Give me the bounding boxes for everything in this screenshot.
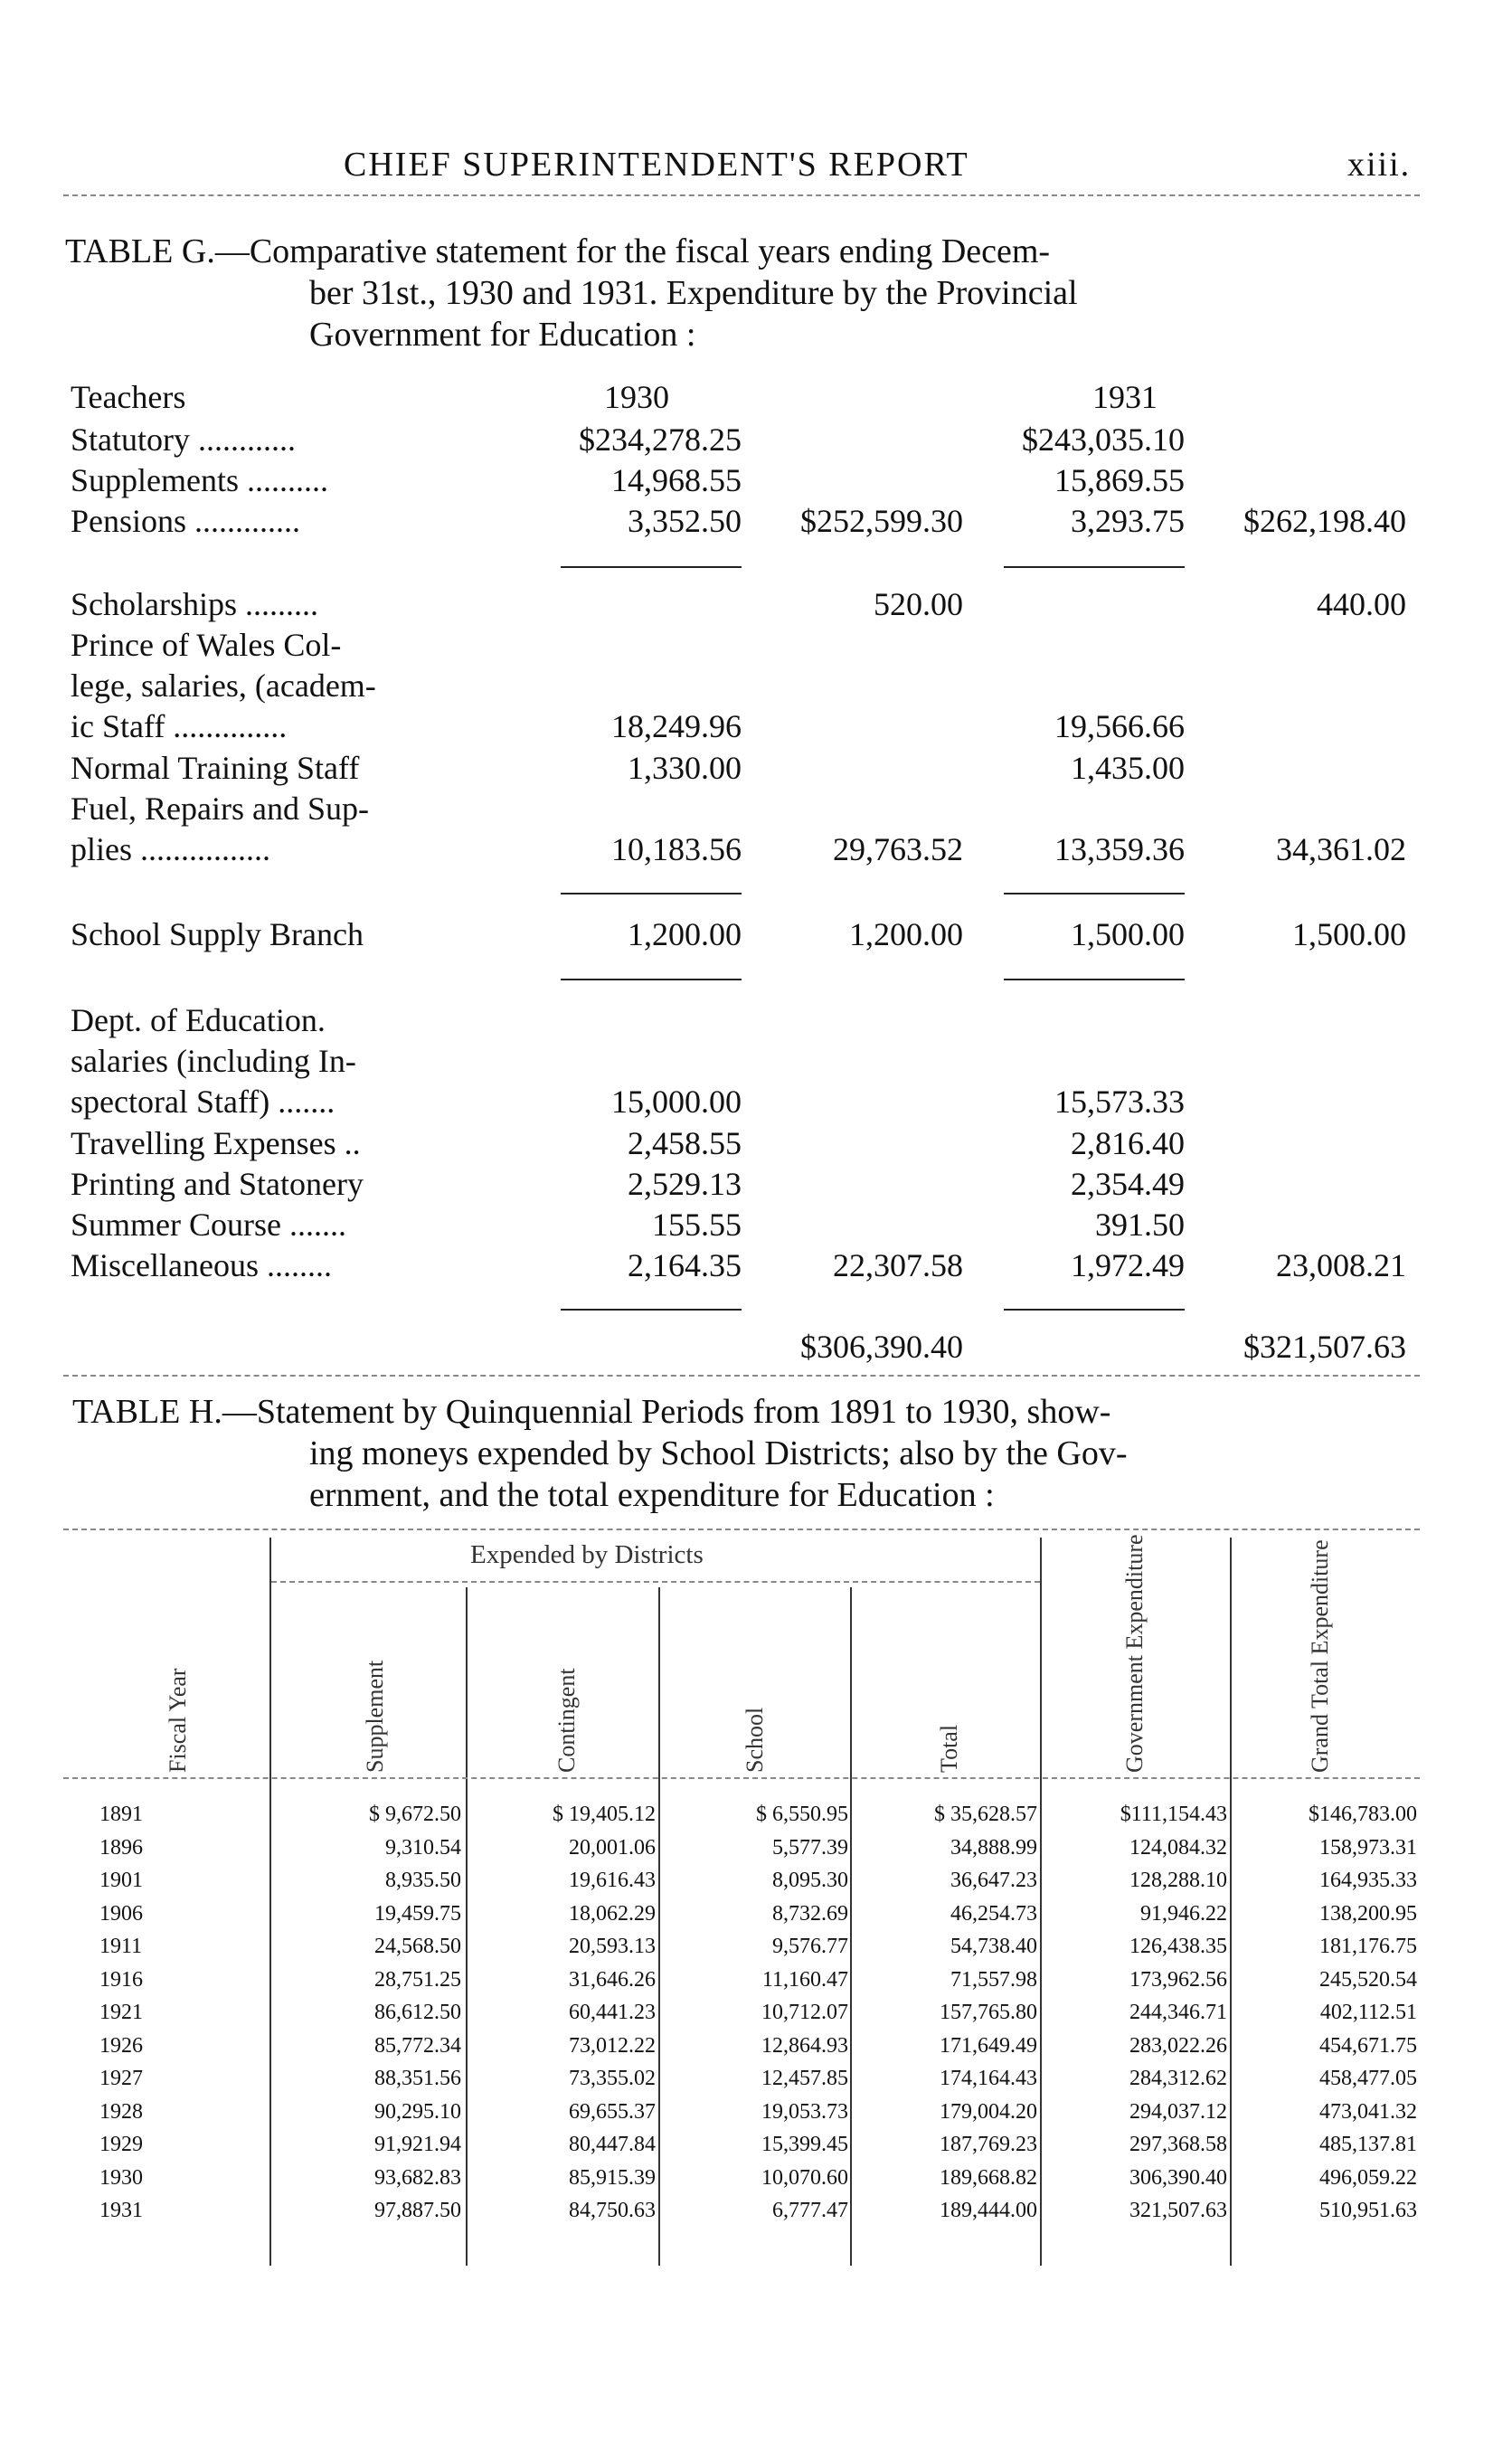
amount-cell: 54,738.40 xyxy=(950,1935,1037,1958)
table-g-row-label: plies ................ xyxy=(71,831,270,867)
amount-cell: 402,112.51 xyxy=(1319,2001,1417,2024)
table-h-caption-2: ing moneys expended by School Districts; also by the Gov- xyxy=(309,1434,1128,1472)
table-g-cell: 2,529.13 xyxy=(628,1166,742,1202)
fiscal-year-cell: 1929 xyxy=(99,2133,143,2156)
table-g-caption-1: TABLE G.—Comparative statement for the fiscal years ending Decem- xyxy=(65,232,1051,270)
table-h-caption-3: ernment, and the total expenditure for Education : xyxy=(309,1476,995,1514)
amount-cell: 85,772.34 xyxy=(374,2034,461,2058)
amount-cell: 85,915.39 xyxy=(569,2166,656,2190)
table-g-cell: 1,200.00 xyxy=(628,916,742,952)
amount-cell: 306,390.40 xyxy=(1129,2166,1227,2190)
amount-cell: 15,399.45 xyxy=(761,2133,848,2156)
table-g-cell: 1,435.00 xyxy=(1071,750,1185,786)
fiscal-year-cell: 1921 xyxy=(99,2001,143,2024)
table-g-cell: 22,307.58 xyxy=(833,1247,963,1283)
amount-cell: 20,001.06 xyxy=(569,1836,656,1860)
table-g-row-label: Miscellaneous ........ xyxy=(71,1247,332,1283)
amount-cell: 90,295.10 xyxy=(374,2100,461,2124)
amount-cell: 80,447.84 xyxy=(569,2133,656,2156)
col-header-government-expenditure: Government Expenditure xyxy=(1121,1534,1148,1773)
table-g-row-label: Pensions ............. xyxy=(71,503,301,539)
table-g-rule xyxy=(1004,566,1185,568)
table-g-cell: 2,354.49 xyxy=(1071,1166,1185,1202)
amount-cell: 458,477.05 xyxy=(1319,2067,1417,2090)
amount-cell: $ 35,628.57 xyxy=(934,1803,1037,1826)
amount-cell: 9,310.54 xyxy=(385,1836,461,1860)
table-g-row-label: lege, salaries, (academ- xyxy=(71,667,376,704)
table-g-cell: 19,566.66 xyxy=(1054,708,1185,744)
amount-cell: 164,935.33 xyxy=(1319,1869,1417,1892)
table-g-cell: 1,500.00 xyxy=(1292,916,1406,952)
amount-cell: 97,887.50 xyxy=(374,2199,461,2222)
table-g-cell: 155.55 xyxy=(652,1207,742,1243)
table-g-cell: 520.00 xyxy=(874,586,963,622)
group-header-rule xyxy=(271,1581,1040,1583)
amount-cell: 73,012.22 xyxy=(569,2034,656,2058)
col-divider xyxy=(466,1587,468,2266)
col-divider xyxy=(658,1587,660,2266)
fiscal-year-cell: 1901 xyxy=(99,1869,143,1892)
amount-cell: 12,864.93 xyxy=(761,2034,848,2058)
amount-cell: 283,022.26 xyxy=(1129,2034,1227,2058)
table-g-row-label: School Supply Branch xyxy=(71,916,364,952)
amount-cell: 69,655.37 xyxy=(569,2100,656,2124)
amount-cell: 496,059.22 xyxy=(1319,2166,1417,2190)
group-header: Expended by Districts xyxy=(470,1540,704,1569)
table-g-cell: 1,972.49 xyxy=(1071,1247,1185,1283)
amount-cell: 9,576.77 xyxy=(772,1935,848,1958)
amount-cell: 31,646.26 xyxy=(569,1968,656,1992)
table-g-row-label: Summer Course ....... xyxy=(71,1207,346,1243)
amount-cell: 173,962.56 xyxy=(1129,1968,1227,1992)
fiscal-year-cell: 1926 xyxy=(99,2034,143,2058)
fiscal-year-cell: 1891 xyxy=(99,1803,143,1826)
table-g-cell: 29,763.52 xyxy=(833,831,963,867)
amount-cell: 18,062.29 xyxy=(569,1902,656,1926)
amount-cell: 126,438.35 xyxy=(1129,1935,1227,1958)
table-g-cell: $252,599.30 xyxy=(800,503,963,539)
amount-cell: $146,783.00 xyxy=(1309,1803,1417,1826)
amount-cell: 5,577.39 xyxy=(772,1836,848,1860)
amount-cell: 294,037.12 xyxy=(1129,2100,1227,2124)
table-g-row-label: Statutory ............ xyxy=(71,421,296,458)
table-g-rule xyxy=(561,979,742,980)
table-g-cell: 13,359.36 xyxy=(1054,831,1185,867)
col-header-contingent: Contingent xyxy=(553,1668,580,1773)
amount-cell: 454,671.75 xyxy=(1319,2034,1417,2058)
amount-cell: 189,444.00 xyxy=(940,2199,1037,2222)
fiscal-year-cell: 1906 xyxy=(99,1902,143,1926)
table-g-cell: 18,249.96 xyxy=(611,708,742,744)
table-g-cell: 15,573.33 xyxy=(1054,1084,1185,1120)
table-g-rule xyxy=(561,566,742,568)
amount-cell: 34,888.99 xyxy=(950,1836,1037,1860)
amount-cell: 321,507.63 xyxy=(1129,2199,1227,2222)
amount-cell: $111,154.43 xyxy=(1120,1803,1227,1826)
amount-cell: 128,288.10 xyxy=(1129,1869,1227,1892)
fiscal-year-cell: 1916 xyxy=(99,1968,143,1992)
table-g-cell: 15,869.55 xyxy=(1054,462,1185,498)
amount-cell: 8,935.50 xyxy=(385,1869,461,1892)
amount-cell: 86,612.50 xyxy=(374,2001,461,2024)
amount-cell: 36,647.23 xyxy=(950,1869,1037,1892)
table-g-row-label: spectoral Staff) ....... xyxy=(71,1084,335,1120)
amount-cell: 20,593.13 xyxy=(569,1935,656,1958)
amount-cell: $ 19,405.12 xyxy=(553,1803,656,1826)
table-g-bottom-rule xyxy=(63,1375,1420,1377)
table-g-row-label: Prince of Wales Col- xyxy=(71,627,342,663)
table-g-rule xyxy=(1004,893,1185,894)
amount-cell: 19,053.73 xyxy=(761,2100,848,2124)
table-g-row-label: Scholarships ......... xyxy=(71,586,318,622)
amount-cell: 179,004.20 xyxy=(940,2100,1037,2124)
table-g-row-label: Dept. of Education. xyxy=(71,1002,326,1038)
table-g-cell: $234,278.25 xyxy=(579,421,742,458)
page-title: CHIEF SUPERINTENDENT'S REPORT xyxy=(344,146,969,184)
amount-cell: 11,160.47 xyxy=(761,1968,848,1992)
amount-cell: 157,765.80 xyxy=(940,2001,1037,2024)
amount-cell: 6,777.47 xyxy=(772,2199,848,2222)
amount-cell: 93,682.83 xyxy=(374,2166,461,2190)
amount-cell: 181,176.75 xyxy=(1319,1935,1417,1958)
amount-cell: 8,732.69 xyxy=(772,1902,848,1926)
amount-cell: 158,973.31 xyxy=(1319,1836,1417,1860)
table-g-total-1930: $306,390.40 xyxy=(800,1329,963,1365)
page-number: xiii. xyxy=(1347,146,1412,184)
amount-cell: 71,557.98 xyxy=(950,1968,1037,1992)
amount-cell: 19,459.75 xyxy=(374,1902,461,1926)
col-header-grand-total-expenditure: Grand Total Expenditure xyxy=(1307,1539,1333,1773)
table-g-cell: 3,352.50 xyxy=(628,503,742,539)
amount-cell: 73,355.02 xyxy=(569,2067,656,2090)
amount-cell: 24,568.50 xyxy=(374,1935,461,1958)
table-g-rule xyxy=(561,1309,742,1311)
amount-cell: 297,368.58 xyxy=(1129,2133,1227,2156)
table-g-rule xyxy=(1004,1309,1185,1311)
table-g-cell: 10,183.56 xyxy=(611,831,742,867)
table-g-cell: 2,164.35 xyxy=(628,1247,742,1283)
table-g-cell: 440.00 xyxy=(1317,586,1406,622)
amount-cell: 244,346.71 xyxy=(1129,2001,1227,2024)
table-g-row-label: Fuel, Repairs and Sup- xyxy=(71,790,369,827)
col-header-total: Total xyxy=(936,1724,962,1773)
amount-cell: 46,254.73 xyxy=(950,1902,1037,1926)
amount-cell: 84,750.63 xyxy=(569,2199,656,2222)
table-h-top-rule xyxy=(63,1529,1420,1530)
table-g-cell: 1,500.00 xyxy=(1071,916,1185,952)
amount-cell: 91,921.94 xyxy=(374,2133,461,2156)
table-g-cell: $262,198.40 xyxy=(1243,503,1406,539)
col-header-supplement: Supplement xyxy=(362,1660,388,1773)
header-rule xyxy=(63,194,1420,196)
fiscal-year-cell: 1930 xyxy=(99,2166,143,2190)
amount-cell: 174,164.43 xyxy=(940,2067,1037,2090)
col-header-school: School xyxy=(742,1707,768,1773)
amount-cell: 171,649.49 xyxy=(940,2034,1037,2058)
amount-cell: 28,751.25 xyxy=(374,1968,461,1992)
table-g-cell: 2,816.40 xyxy=(1071,1125,1185,1161)
col-header-fiscal-year: Fiscal Year xyxy=(165,1668,191,1773)
fiscal-year-cell: 1911 xyxy=(99,1935,143,1958)
table-g-cell: 14,968.55 xyxy=(611,462,742,498)
table-g-cell: 1,330.00 xyxy=(628,750,742,786)
table-g-cell: 3,293.75 xyxy=(1071,503,1185,539)
table-h-caption-1: TABLE H.—Statement by Quinquennial Periods from 1891 to 1930, show- xyxy=(72,1393,1111,1431)
table-g-caption-2: ber 31st., 1930 and 1931. Expenditure by the Provincial xyxy=(309,274,1078,312)
amount-cell: 60,441.23 xyxy=(569,2001,656,2024)
table-g-row-label: Normal Training Staff xyxy=(71,750,360,786)
fiscal-year-cell: 1928 xyxy=(99,2100,143,2124)
table-g-cell: 391.50 xyxy=(1095,1207,1185,1243)
amount-cell: 138,200.95 xyxy=(1319,1902,1417,1926)
amount-cell: 91,946.22 xyxy=(1140,1902,1227,1926)
table-g-cell: $243,035.10 xyxy=(1022,421,1185,458)
amount-cell: 124,084.32 xyxy=(1129,1836,1227,1860)
amount-cell: 245,520.54 xyxy=(1319,1968,1417,1992)
table-g-year-1931: 1931 xyxy=(1092,379,1158,415)
table-g-row-label: ic Staff .............. xyxy=(71,708,288,744)
table-g-row-label: Teachers xyxy=(71,379,186,415)
amount-cell: 284,312.62 xyxy=(1129,2067,1227,2090)
amount-cell: $ 6,550.95 xyxy=(756,1803,848,1826)
table-g-row-label: Supplements .......... xyxy=(71,462,328,498)
table-g-total-1931: $321,507.63 xyxy=(1243,1329,1406,1365)
table-g-row-label: Travelling Expenses .. xyxy=(71,1125,361,1161)
table-g-year-1930: 1930 xyxy=(604,379,669,415)
table-g-cell: 15,000.00 xyxy=(611,1084,742,1120)
amount-cell: 10,070.60 xyxy=(761,2166,848,2190)
amount-cell: 485,137.81 xyxy=(1319,2133,1417,2156)
amount-cell: $ 9,672.50 xyxy=(369,1803,461,1826)
amount-cell: 10,712.07 xyxy=(761,2001,848,2024)
col-divider xyxy=(850,1587,852,2266)
table-g-cell: 1,200.00 xyxy=(849,916,963,952)
table-g-rule xyxy=(561,893,742,894)
amount-cell: 510,951.63 xyxy=(1319,2199,1417,2222)
table-g-cell: 2,458.55 xyxy=(628,1125,742,1161)
amount-cell: 473,041.32 xyxy=(1319,2100,1417,2124)
amount-cell: 12,457.85 xyxy=(761,2067,848,2090)
amount-cell: 187,769.23 xyxy=(940,2133,1037,2156)
table-g-row-label: salaries (including In- xyxy=(71,1043,356,1079)
table-g-rule xyxy=(1004,979,1185,980)
fiscal-year-cell: 1896 xyxy=(99,1836,143,1860)
amount-cell: 189,668.82 xyxy=(940,2166,1037,2190)
table-g-caption-3: Government for Education : xyxy=(309,316,696,354)
table-g-cell: 34,361.02 xyxy=(1276,831,1406,867)
amount-cell: 19,616.43 xyxy=(569,1869,656,1892)
amount-cell: 8,095.30 xyxy=(772,1869,848,1892)
table-g-cell: 23,008.21 xyxy=(1276,1247,1406,1283)
table-g-row-label: Printing and Statonery xyxy=(71,1166,364,1202)
table-h-header-rule xyxy=(63,1777,1420,1779)
amount-cell: 88,351.56 xyxy=(374,2067,461,2090)
fiscal-year-cell: 1931 xyxy=(99,2199,143,2222)
fiscal-year-cell: 1927 xyxy=(99,2067,143,2090)
